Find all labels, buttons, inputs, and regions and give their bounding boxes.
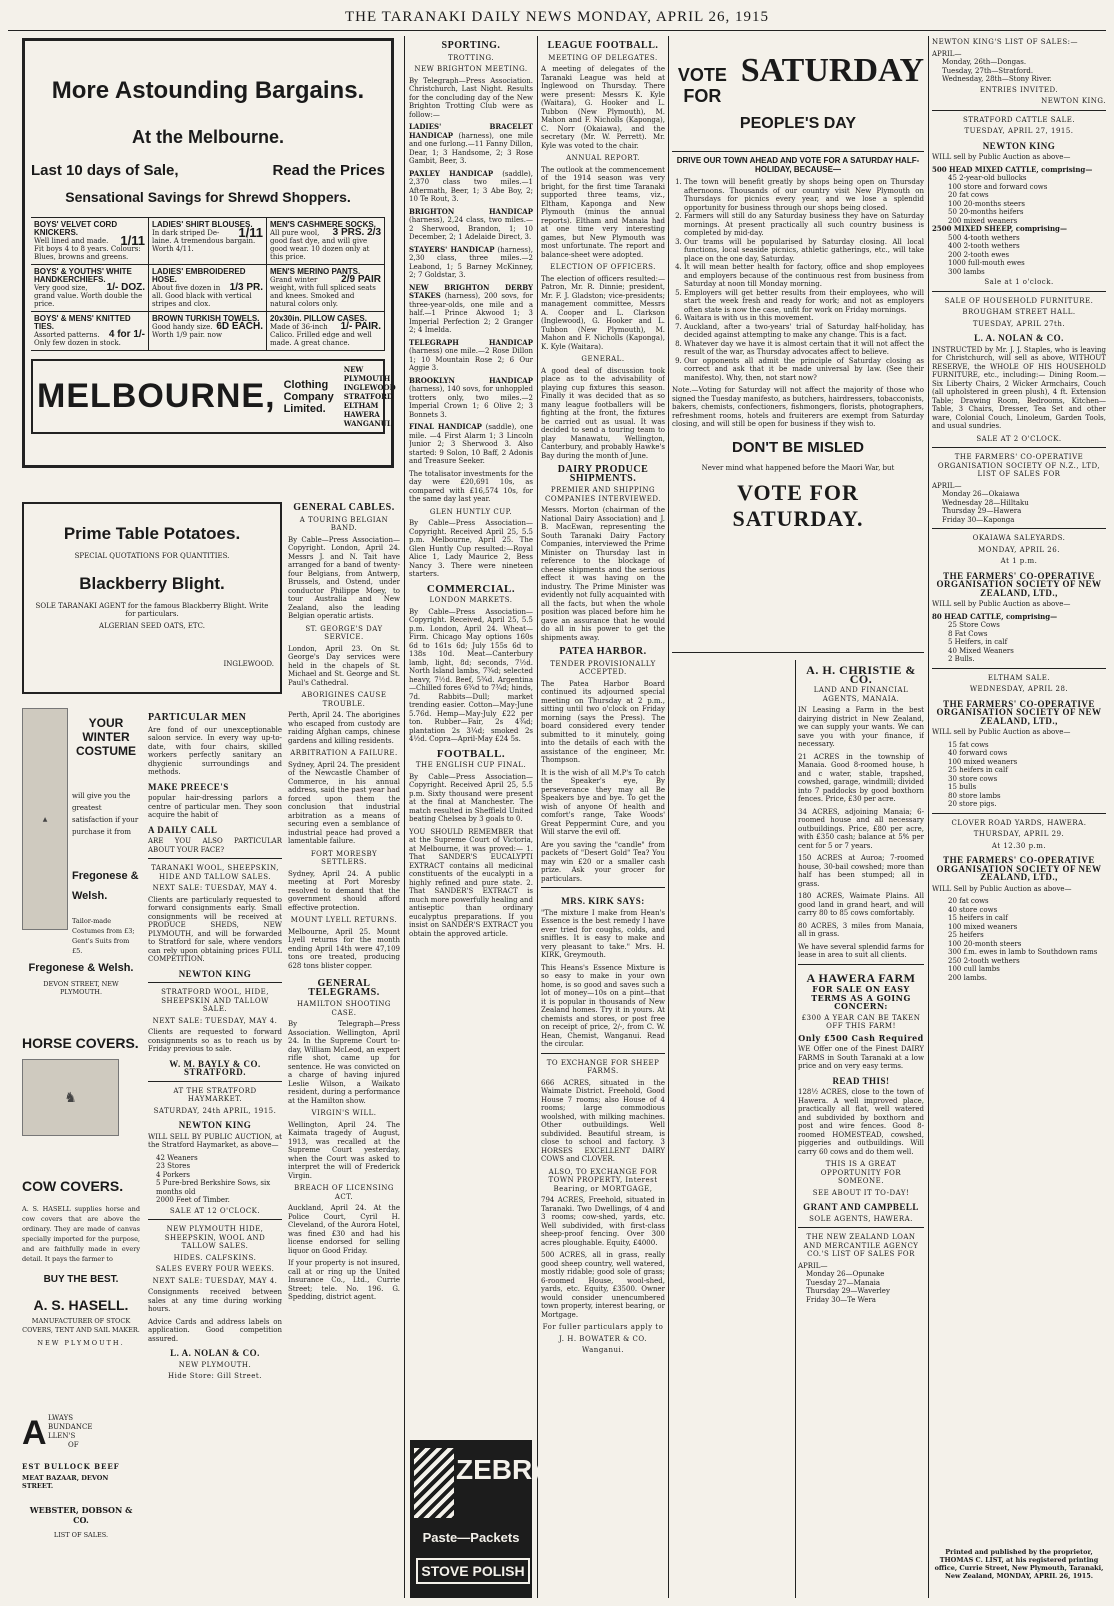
webster-list: LIST OF SALES. <box>53 1531 109 1539</box>
blight-title: Blackberry Blight. <box>79 574 225 593</box>
sanders-notice: YOU SHOULD REMEMBER that at the Supreme Court of Victoria, at Melbourne, it was proved:— 1. That SANDER'S EUCALYPTI EXTRACT contains all medicinal constituents of the eucalypti in a highly refined and pure state. 2. That SANDER'S EXTRACT is much more powerfully healing and antiseptic than ordinary eucalyptus preparations. If you insist on SANDER'S EXTRACT you obtain the approved article. <box>409 827 533 938</box>
particular-title: PARTICULAR MEN <box>148 712 247 723</box>
telegrams-title: GENERAL TELEGRAMS. <box>308 978 380 998</box>
melbourne-brand-sub: Clothing Company Limited. <box>283 378 334 415</box>
farmers-sale-list: THE FARMERS' CO-OPERATIVE ORGANISATION SOCIETY OF N.Z., LTD, LIST OF SALES FOR APRIL— Monday 26—Okaiawa Wednesday 28—Hilltaku Thursday 29—Hawera Friday 30—Kaponga <box>932 447 1106 524</box>
horse-body: A. S. HASELL supplies horse and cow covers that are above the ordinary. They are made of canvas specially imported for the purpose, and are faithfully made in every detail. It pays the farmer to <box>22 1205 140 1263</box>
hasell-trade: MANUFACTURER OF STOCK COVERS, TENT AND SAIL MAKER. <box>22 1317 140 1334</box>
melbourne-brand: MELBOURNE, <box>37 377 276 415</box>
column-stock-sales: NEWTON KING'S LIST OF SALES:— APRIL— Monday, 26th—Dongas. Tuesday, 27th—Stratford. Wednesday, 28th—Stony River. ENTRIES INVITED. NEWTON KING. STRATFORD CATTLE SALE. TUESDAY, APRIL 27, 1915. NEWTON KING WILL sell by Public Auction as above— 500 HEAD MIXED CATTLE, comprising— 45 2-year-old bullocks 100 store and forward cows 20 fat cows 100 20-months steers 50 20-months heifers 200 mixed weaners 2500 MIXED SHEEP, comprising— 500 4-tooth wethers 400 2-tooth wethers 200 2-tooth ewes 1000 full-mouth ewes 300 lambs Sale at 1 o'clock. SALE OF HOUSEHOLD FURNITURE. BROUGHAM STREET HALL. TUESDAY, APRIL 27th. L. A. NOLAN & CO. INSTRUCTED by Mr. J. J. Staples, who is leaving for Christchurch, will sell as above, WITHOUT RESERVE, the WHOLE OF HIS HOUSEHOLD FURNITURE, etc., including:— Dining Room.—Six Liberty Chairs, 2 Wicker Armchairs, Couch (all upholstered in green plush), 4 ft. Extension Table; Drawing Room, Bedrooms, Kitchen—Table, 3 Chairs, Dresser, Tea Set and other ware, Colonial Couch, Linoleum, Garden Tools, and usual sundries. SALE AT 2 O'CLOCK. THE FARMERS' CO-OPERATIVE ORGANISATION SOCIETY OF N.Z., LTD, LIST OF SALES FOR APRIL— Monday 26—Okaiawa Wednesday 28—Hilltaku Thursday 29—Hawera Friday 30—Kaponga OKAIAWA SALEYARDS. MONDAY, APRIL 26. At 1 p.m. THE FARMERS' CO-OPERATIVE ORGANISATION SOCIETY OF NEW ZEALAND, LTD., WILL sell by Public Auction as above— 80 HEAD CATTLE, comprising— 25 Store Cows 8 Fat Cows 5 Heifers, in calf 40 Mixed Weaners 2 Bulls. ELTHAM SALE. WEDNESDAY, APRIL 28. THE FARMERS' CO-OPERATIVE ORGANISATION SOCIETY OF NEW ZEALAND, LTD., WILL sell by Public Auction as above— 15 fat cows 40 forward cows 100 mixed weaners 25 heifers in calf 30 store cows 15 bulls 80 store lambs 20 store pigs. CLOVER ROAD YARDS, HAWERA. THURSDAY, APRIL 29. At 12.30 p.m. THE FARMERS' CO-OPERATIVE ORGANISATION SOCIETY OF NEW ZEALAND, LTD., WILL Sell by Public Auction as above— 20 fat cows 40 store cows 15 heifers in calf 100 mixed weaners 25 heifers 100 20-month steers 300 f.m. ewes in lamb to Southdown rams 250 2-tooth wethers 100 cull lambs 200 lambs. <box>932 38 1106 982</box>
kirk-ad: MRS. KIRK SAYS: "The mixture I make from Hean's Essence is the best remedy I have ever tried for coughs, colds, and sniffles. It is easy to make and very pleasant to take." Mrs. H. KIRK, Greymouth. This Heans's Essence Mixture is so easy to make in your own home, is so good and saves such a lot of money—10s on a pint—that it is popular in thousands of New Zealand homes. Try it in yours. At chemists and stores, or post free on receipt of price, 2/-, from C. W. Hean, Chemist, Wanganui. Read the circular. <box>541 887 665 1049</box>
vote-points: 1. The town will benefit greatly by shops being open on Thursday afternoons. Thousands of our country visit New Plymouth on Thursdays for picnics every year, and we lose a splendid opportunity for business through our shops being closed. 2. Farmers will still do any Saturday business they have on Saturday mornings. At present practically all such country business is completed by mid-day. 3. Our trams will be popularised by Saturday closing. All local functions, local seaside picnics, athletic gatherings, etc., will take place on the one day, Saturday. 4. It will mean better health for factory, office and shop employees and employers because of the continuous rest from business from Saturday at noon till Monday morning. 5. Employers will get better results from their employees, who will start the week fresh and ready for work; and not as employers often state is now the case, unfit for work on Friday mornings. 6. Waitara is with us in this movement. 7. Auckland, after a two-years' trial of Saturday half-holiday, has decided against attempting to make any change. This is a fact. 8. Whatever day we have it is almost certain that it will not affect the result of the war, as Thursday advocates affect to believe. 9. Our opponents all admit the principle of Saturday closing as correct and ask that it be made universal by law. (See their manifesto). Why, then, not start now? <box>672 178 924 382</box>
masthead-rule <box>8 30 1106 31</box>
melbourne-towns: NEW PLYMOUTH INGLEWOOD STRATFORD ELTHAM HAWERA WANGANUI. <box>343 365 396 428</box>
imprint: Printed and published by the proprietor, THOMAS C. LIST, at his registered printing office, Currie Street, New Plymouth, Taranaki, New Zealand, MONDAY, APRIL 26, 1915. <box>932 1548 1106 1580</box>
potatoes-ad <box>22 502 282 694</box>
webster-notice <box>22 1505 140 1539</box>
melbourne-ad <box>22 38 394 468</box>
daily-call: A DAILY CALL <box>148 824 218 835</box>
bargain-item: BROWN TURKISH TOWELS. 6D EACH. Good handy size. Worth 1/9 pair. now <box>149 312 267 351</box>
vote-saturday: SATURDAY <box>740 52 924 89</box>
maori-war: Never mind what happened before the Maori War, but <box>701 463 895 472</box>
bargain-item: LADIES' EMBROIDERED HOSE. 1/3 PR. About five dozen in all. Good black with vertical stripes and clox. <box>149 265 267 312</box>
woman-illustration-icon: ▲ <box>22 708 68 930</box>
furniture-sale: SALE OF HOUSEHOLD FURNITURE. BROUGHAM STREET HALL. TUESDAY, APRIL 27th. L. A. NOLAN & CO. INSTRUCTED by Mr. J. J. Staples, who is leaving for Christchurch, will sell as above, WITHOUT RESERVE, the WHOLE OF HIS HOUSEHOLD FURNITURE, etc., including:— Dining Room.—Six Liberty Chairs, 2 Wicker Armchairs, Couch (all upholstered in green plush), 4 ft. Extension Table; Drawing Room, Bedrooms, Kitchen—Table, 3 Chairs, Dresser, Tea Set and other ware, Colonial Couch, Linoleum, Garden Tools, and usual sundries. SALE AT 2 O'CLOCK. <box>932 291 1106 444</box>
bargain-item: 20x30in. PILLOW CASES. 1/- PAIR. Made of 36-inch Calico. Frilled edge and well made. A great chance. <box>267 312 385 351</box>
exchange-ad: TO EXCHANGE FOR SHEEP FARMS. 666 ACRES, situated in the Waimate District. Freehold, Good House 7 rooms; also House of 4 rooms; large commodious woolshed, with milking machines. Other outbuildings. Well subdivided. Beautiful stream, is close to school and factory. 3 HORSES EXCELLENT DAIRY COWS and CLOVER. ALSO, TO EXCHANGE FOR TOWN PROPERTY, Interest Bearing, or MORTGAGE, 794 ACRES, Freehold, situated in Taranaki. Two Dwellings, of 4 and 3 rooms; cow-shed, yards, etc. Well subdivided, with first-class sheep-proof fencing. Over 300 acres ploughable. Equity, £4000. 500 ACRES, all in grass, really good sheep country, well watered, mostly ridable; good sole of grass; 6-roomed House, wool-shed, yards, etc. Equity, £3500. Owner would consider unencumbered town property, interest bearing, or Mortgage. For fuller particulars apply to J. H. BOWATER & CO. Wanganui. <box>541 1053 665 1355</box>
league-title: LEAGUE FOOTBALL. <box>547 40 659 51</box>
hasell-town: NEW PLYMOUTH. <box>37 1339 125 1347</box>
melbourne-bargain-grid <box>31 217 385 351</box>
vote-for-saturday: VOTE FOR SATURDAY. <box>732 479 864 531</box>
hasell-firm: A. S. HASELL. <box>33 1297 129 1313</box>
column-sporting: SPORTING. TROTTING. NEW BRIGHTON MEETING. By Telegraph—Press Association. Christchurch, Last Night. Results for the concluding day of the New Brighton Trotting Club were as follow:— LADIES' BRACELET HANDICAP (harness), one mile and one furlong.—11 Fanny Dillon, Dear, 1; 3 Handsome, 2; 3 Rose Gambit, Beer, 3. PAXLEY HANDICAP (saddle), 2,370 class two miles.—1 Aftermath, Beer, 1; 3 Abe Boy, 2; 10 Te Rout, 3. BRIGHTON HANDICAP (harness), 2,24 class, two miles.—2 Sherwood, Brandon, 1; 10 December, 2; 1 Adelaide Direct, 3. STAYERS' HANDICAP (harness), 2,30 class, three miles.—2 Leabond, 1; 5 Barney McKinney, 2; 7 Goldstar, 3. NEW BRIGHTON DERBY STAKES (harness), 200 sovs, for three-year-olds, one mile and a half.—1 Prince Akwood 1; 3 Imperial Perfection 2; 2 Granger 2; 4 Imelda. TELEGRAPH HANDICAP (harness) one mile.—2 Rose Dillon 1; 10 Mountain Rose 2; 6 Our Aggie 3. BROOKLYN HANDICAP (harness), 140 sovs, for unhoppled trotters only, two miles.—2 Imperial Crown 1; 6 Olive 2; 3 Bonnets 3. FINAL HANDICAP (saddle), one mile. —4 First Alarm 1; 3 Lincoln Junior 2; 3 Sherwood 3. Also started: 9 Solon, 10 Baff, 2 Adonis and Treasure Seeker. The totalisator investments for the day were £20,691 10s, as compared with £16,574 10s, for the same day last year. GLEN HUNTLY CUP. By Cable—Press Association—Copyright. Received April 25, 5.5 p.m. Melbourne, April 25. The Glen Huntly Cup resulted:—Royal Alice 1, Lady Maurice 2, Bess Nancy 3. There were nineteen starters. COMMERCIAL. LONDON MARKETS. By Cable—Press Association—Copyright. Received, April 25, 5.5 p.m. London, April 24. Wheat—Firm. Chicago May options 160s 6d to 161s 6d; July 155s 6d to 138s 10d. Meat—Canterbury lamb, light, 8d; seconds, 7½d. North Island lambs, 7¾d; selected heavy, 7½d. Beef, 5¾d. Argentina—Chilled fores 6¾d to 7¾d; hinds, 7d. Rabbits—Dull; market trending easier. Cotton—May-June 5.76d. Hemp—May-July £22 per ton. Rubber—Fair, 2s 4¾d; plantation 2s 3¼d; smoked 2s 4½d. Copra—April-May £24 5s. FOOTBALL. THE ENGLISH CUP FINAL. By Cable—Press Association—Copyright. Received April 25, 5.5 p.m. Sixty thousand were present at the final at Manchester. The match resulted in Sheffield United beating Chelsea by 3 goals to 0. YOU SHOULD REMEMBER that at the Supreme Court of Victoria, at Melbourne, it was proved:— 1. That SANDER'S EUCALYPTI EXTRACT contains all medicinal constituents of the eucalypti in a highly refined and pure state. 2. That SANDER'S EXTRACT is much more powerfully healing and antiseptic than ordinary eucalyptus preparations. If you insist on SANDER'S EXTRACT you obtain the approved article. <box>409 40 533 938</box>
buy-best: BUY THE BEST. <box>43 1274 119 1285</box>
horse-covers-ad <box>22 1035 140 1405</box>
cables-title: GENERAL CABLES. <box>293 502 395 513</box>
daily-body: ARE YOU ALSO PARTICULAR ABOUT YOUR FACE? <box>148 837 282 854</box>
preece-title: MAKE PREECE'S <box>148 781 229 792</box>
fregonese-firm: Fregonese & Welsh. <box>72 870 139 902</box>
fregonese-tailor: Tailor-made Costumes from £3; Gent's Suits from £5. <box>72 917 135 955</box>
particular-body: Are fond of our unexceptionable saloon service. In every way up-to-date, with four chairs, skilled workers perfectly sanitary an dhygienic surroundings and methods. <box>148 725 282 776</box>
haymarket-notice: AT THE STRATFORD HAYMARKET. SATURDAY, 24th APRIL, 1915. NEWTON KING WILL SELL BY PUBLIC AUCTION, at the Stratford Haymarket, as above— 42 Weaners 23 Stores 4 Porkers 5 Pure-bred Berkshire Sows, six months old 2000 Feet of Timber. SALE AT 12 O'CLOCK. <box>148 1081 282 1216</box>
candle-notice: Are you saving the "candle" from packets of "Desert Gold" Tea? You may win £20 or a smaller cash prize. Ask your grocer for particulars. <box>541 840 665 883</box>
masthead: THE TARANAKI DAILY NEWS MONDAY, APRIL 26, 1915 <box>345 9 769 25</box>
potatoes-special: SPECIAL QUOTATIONS FOR QUANTITIES. <box>74 552 230 560</box>
abc-bazaar: MEAT BAZAAR, DEVON STREET. <box>22 1474 109 1490</box>
melbourne-subhead: At the Melbourne. <box>132 127 284 147</box>
peoples-day: PEOPLE'S DAY <box>739 115 857 132</box>
football-title: FOOTBALL. <box>436 747 506 760</box>
horse-illustration-icon: ♞ <box>22 1059 119 1136</box>
nz-loan-notice: THE NEW ZEALAND LOAN AND MERCANTILE AGENCY CO.'S LIST OF SALES FOR APRIL— Monday 26—Opunake Tuesday 27—Manaia Thursday 29—Waverley Friday 30—Te Wera <box>798 1227 924 1304</box>
column-rule <box>537 36 538 1598</box>
bargain-item: BOYS' & MENS' KNITTED TIES. 4 for 1/- Assorted patterns. Only few dozen in stock. <box>31 312 149 351</box>
abc-beef-ad <box>22 1410 140 1490</box>
sporting-title: SPORTING. <box>441 40 501 51</box>
column-rule <box>404 36 405 1598</box>
column-rule <box>668 36 669 1598</box>
insurance-notice: If your property is not insured, call at or ring up the United Insurance Co., Ltd., Currie Street; tele. No. 196. G. Spedding, district agent. <box>288 1259 400 1301</box>
abc-letter-a: A <box>22 1414 47 1452</box>
commercial-title: COMMERCIAL. <box>426 582 516 595</box>
hide-sales-notice: NEW PLYMOUTH HIDE, SHEEPSKIN, WOOL AND TALLOW SALES. HIDES. CALFSKINS. SALES EVERY FOUR WEEKS. NEXT SALE: TUESDAY, MAY 4. Consignments received between sales at any time during working hours. Advice Cards and address labels on application. Good competition assured. L. A. NOLAN & CO. NEW PLYMOUTH. Hide Store: Gill Street. <box>148 1219 282 1381</box>
stratford-wool-notice: STRATFORD WOOL, HIDE, SHEEPSKIN AND TALLOW SALE. NEXT SALE: TUESDAY, MAY 4. Clients are requested to forward consignments so as to reach us by Friday previous to sale. W. M. BAYLY & CO. STRATFORD. <box>148 982 282 1077</box>
abc-words: LWAYS BUNDANCE LLEN'S OF <box>48 1414 93 1449</box>
column-league: LEAGUE FOOTBALL. MEETING OF DELEGATES. A meeting of delegates of the Taranaki League was held at Inglewood on Thursday. There were present: Messrs K. Kyle (Waitara), G. Hooker and L. Tubbon (New Plymouth), M. Mahon and F. Nicholls (Kaponga), C. Norr (Okaiawa), and the secretary (Mr. W. Perrett). Mr. Kyle was voted to the chair. ANNUAL REPORT. The outlook at the commencement of the 1914 season was very bright, for the first time Taranaki supported three teams, viz., Eltham, Kaponga and New Plymouth (minus the annual reports). Eltham and Manaia had at one time very interesting games, but New Plymouth was most unfortunate. The report and balance-sheet were adopted. ELECTION OF OFFICERS. The election of officers resulted:— Patron, Mr. R. Dinnie; president, Mr. F. J. Gladston; vice-presidents; management committee, Messrs A. Cooper and L. Clarkson (Inglewood), G. Hooker and L. Tubbon (New Plymouth), M. Mahon and F. Nicholls (Kaponga), K. Kyle (Waitara). GENERAL. A good deal of discussion took place as to the advisability of playing cup fixtures this season. Finally it was decided that as so many league footballers will be fighting at the front, the fixtures be carried out as usual. It was decided to send a touring team to play Manawatu, Wellington, Canterbury, and probably Hawke's Bay during the month of June. DAIRY PRODUCE SHIPMENTS. PREMIER AND SHIPPING COMPANIES INTERVIEWED. Messrs. Morton (chairman of the National Dairy Association) and J. B. MacEwan, representing the South Taranaki Dairy Factory Companies, interviewed the Prime Minister on Thursday last in reference to the blockage of cheese shipments and the serious effect it was having on the industry. The Prime Minister was evidently not fully acquainted with all the facts, but when the whole position was placed before him he gave an assurance that he would do all in his power to get the shipments away. PATEA HARBOR. TENDER PROVISIONALLY ACCEPTED. The Patea Harbor Board continued its adjourned special meeting on Thursday at 2 p.m., sitting until two o'clock on Friday morning (says the Press). The board considered every tender submitted to it minutely, going into the details of each with the assistance of the engineer, Mr. Thompson. It is the wish of all M.P's To catch the Speaker's eye, By perseverance they may all Be Speakers bye and bye. To get the wish of anyone Of health and comfort's range, Take Woods' Great Peppermint Cure, and you Will starve the evil off. Are you saving the "candle" from packets of "Desert Gold" Tea? You may win £20 or a smaller cash prize. Ask your grocer for particulars. MRS. KIRK SAYS: "The mixture I make from Hean's Essence is the best remedy I have ever tried for coughs, colds, and sniffles. It is easy to make and very pleasant to take." Mrs. H. KIRK, Greymouth. This Heans's Essence Mixture is so easy to make in your own home, is so good and saves such a lot of money—10s on a pint—that it is popular in thousands of New Zealand homes. Try it in yours. At chemists and stores, or post free on receipt of price, 2/-, from C. W. Hean, Chemist, Wanganui. Read the circular. TO EXCHANGE FOR SHEEP FARMS. 666 ACRES, situated in the Waimate District. Freehold, Good House 7 rooms; also House of 4 rooms; large commodious woolshed, with milking machines. Other outbuildings. Well subdivided. Beautiful stream, is close to school and factory. 3 HORSES EXCELLENT DAIRY COWS and CLOVER. ALSO, TO EXCHANGE FOR TOWN PROPERTY, Interest Bearing, or MORTGAGE, 794 ACRES, Freehold, situated in Taranaki. Two Dwellings, of 4 and 3 rooms; cow-shed, yards, etc. Well subdivided, with first-class sheep-proof fencing. Over 300 acres ploughable. Equity, £4000. 500 ACRES, all in grass, really good sheep country, well watered, mostly ridable; good sole of grass; 6-roomed House, wool-shed, yards, etc. Equity, £3500. Owner would consider unencumbered town property, interest bearing, or Mortgage. For fuller particulars apply to J. H. BOWATER & CO. Wanganui. <box>541 40 665 1354</box>
stratford-cattle-sale: STRATFORD CATTLE SALE. TUESDAY, APRIL 27, 1915. NEWTON KING WILL sell by Public Auction as above— 500 HEAD MIXED CATTLE, comprising— 45 2-year-old bullocks 100 store and forward cows 20 fat cows 100 20-months steers 50 20-months heifers 200 mixed weaners 2500 MIXED SHEEP, comprising— 500 4-tooth wethers 400 2-tooth wethers 200 2-tooth ewes 1000 full-mouth ewes 300 lambs Sale at 1 o'clock. <box>932 110 1106 287</box>
fregonese-address: DEVON STREET, NEW PLYMOUTH. <box>43 980 119 996</box>
column-notices <box>148 708 282 1598</box>
okaiawa-sale: OKAIAWA SALEYARDS. MONDAY, APRIL 26. At 1 p.m. THE FARMERS' CO-OPERATIVE ORGANISATION SOCIETY OF NEW ZEALAND, LTD., WILL sell by Public Auction as above— 80 HEAD CATTLE, comprising— 25 Store Cows 8 Fat Cows 5 Heifers, in calf 40 Mixed Weaners 2 Bulls. <box>932 528 1106 664</box>
christie-firm: A. H. CHRISTIE & CO. <box>806 663 916 686</box>
column-christie: A. H. CHRISTIE & CO. LAND AND FINANCIAL AGENTS, MANAIA. IN Leasing a Farm in the best dairying district in New Zealand, we can supply your wants. We can save you with your finance, if necessary. 21 ACRES in the township of Manaia. Good 8-roomed house, h and c water, stable, trapshed, cowshed, garage, windmill; divided into 7 paddocks by good boxthorn fences. Price, £30 per acre. 34 ACRES, adjoining Manaia; 6-roomed house and all necessary outbuildings. Price, £80 per acre, with £350 cash; balance at 5% per cent for 5 or 7 years. 150 ACRES at Auroa; 7-roomed house, 30-bail cowshed; more than half has been stumped; all in grass. 180 ACRES, Waimate Plains. All good land in grand heart, and will carry 80 to 85 cows comfortably. 80 ACRES, 3 miles from Manaia, all in grass. We have several splendid farms for lease in area to suit all clients. A HAWERA FARM FOR SALE ON EASY TERMS AS A GOING CONCERN: £300 A YEAR CAN BE TAKEN OFF THIS FARM! Only £500 Cash Required WE Offer one of the Finest DAIRY FARMS in South Taranaki at a low price and on very easy terms. READ THIS! 128½ ACRES, close to the town of Hawera. A well improved place, practically all flat, well watered and subdivided by boxthorn and post and wire fences. Good 8-roomed HOMESTEAD, cowshed, piggeries and outbuildings. Will carry 60 cows and do them well. THIS IS A GREAT OPPORTUNITY FOR SOMEONE. SEE ABOUT IT TO-DAY! GRANT AND CAMPBELL SOLE AGENTS, HAWERA. THE NEW ZEALAND LOAN AND MERCANTILE AGENCY CO.'S LIST OF SALES FOR APRIL— Monday 26—Opunake Tuesday 27—Manaia Thursday 29—Waverley Friday 30—Te Wera <box>798 663 924 1304</box>
zebra-ad <box>410 1440 553 1598</box>
bargain-item: LADIES' SHIRT BLOUSES. 1/11 In dark striped De-laine. A tremendous bargain. Worth 4/11. <box>149 218 267 265</box>
potatoes-title: Prime Table Potatoes. <box>63 524 241 543</box>
cow-title: COW COVERS. <box>22 1178 124 1194</box>
fregonese-body: will give you the greatest satisfaction if your purchase it from <box>72 792 139 836</box>
vote-note: Note.—Voting for Saturday will not affect the majority of those who signed the Tuesday manifesto, as butchers, hairdressers, tobacconists, bakers, chemists, confectioners, fishmongers, florists, photographers, refreshment rooms, hotels and fruiterers are exempt from Saturday closing, and will still be open for business if they wish to. <box>672 386 924 428</box>
preece-body: popular hair-dressing parlors a centre of particular men. They soon acquire the habit of <box>148 794 282 819</box>
bargain-item: BOYS' VELVET CORD KNICKERS. 1/11 Well lined and made. Fit boys 4 to 8 years. Colours: Blues, browns and greens. <box>31 218 149 265</box>
melbourne-last-days: Last 10 days of Sale, <box>31 162 179 179</box>
fregonese-footer: Fregonese & Welsh. <box>28 962 134 974</box>
vote-drive: DRIVE OUR TOWN AHEAD AND VOTE FOR A SATURDAY HALF-HOLIDAY, BECAUSE— <box>676 156 920 174</box>
column-rule <box>795 660 796 1598</box>
bargain-item: BOYS' & YOUTHS' WHITE HANDKERCHIEFS. 1/- DOZ. Very good size, grand value. Worth double the price. <box>31 265 149 312</box>
zebra-brand: ZEBRA <box>456 1454 553 1485</box>
melbourne-headline: More Astounding Bargains. <box>51 77 365 104</box>
patea-title: PATEA HARBOR. <box>559 646 647 657</box>
melbourne-read-prices: Read the Prices <box>272 162 385 179</box>
vote-rule <box>672 652 924 653</box>
vote-saturday-ad <box>672 38 924 648</box>
zebra-head-icon <box>414 1448 454 1518</box>
dont-be-misled: DON'T BE MISLED <box>732 438 864 456</box>
seed-oats: ALGERIAN SEED OATS, ETC. <box>99 622 205 630</box>
hawera-farm-ad: A HAWERA FARM FOR SALE ON EASY TERMS AS A GOING CONCERN: £300 A YEAR CAN BE TAKEN OFF THIS FARM! Only £500 Cash Required WE Offer one of the Finest DAIRY FARMS in South Taranaki at a low price and on very easy terms. READ THIS! 128½ ACRES, close to the town of Hawera. A well improved place, practically all flat, well watered and subdivided by boxthorn and post and wire fences. Good 8-roomed HOMESTEAD, cowshed, piggeries and outbuildings. Will carry 60 cows and do them well. THIS IS A GREAT OPPORTUNITY FOR SOMEONE. SEE ABOUT IT TO-DAY! GRANT AND CAMPBELL SOLE AGENTS, HAWERA. <box>798 964 924 1224</box>
dairy-title: DAIRY PRODUCE SHIPMENTS. <box>557 464 649 484</box>
column-cables: GENERAL CABLES. A TOURING BELGIAN BAND. By Cable—Press Association—Copyright. London, April 24. Messrs J. and N. Tait have arranged for a band of twenty-four Belgians, from Antwerp, Brussels, and Ostend, under conductor Philippe Moey, to tour Australia and New Zealand, also the leading Belgian operatic artists. ST. GEORGE'S DAY SERVICE. London, April 23. On St. George's Day services were held in the chapels of St. Michael and St. George and St. Paul's Cathedral. ABORIGINES CAUSE TROUBLE. Perth, April 24. The aborigines who escaped from custody are raiding Afghan camps, chinese gardens and killing residents. ARBITRATION A FAILURE. Sydney, April 24. The president of the Newcastle Chamber of Commerce, in his annual address, said the past year had forced upon them the conclusion that industrial arbitration as a means of securing even a semblance of industrial peace had proved a lamentable failure. FORT MORESBY SETTLERS. Sydney, April 24. A public meeting at Port Moresby resolved to demand that the government should afford effective protection. MOUNT LYELL RETURNS. Melbourne, April 25. Mount Lyell returns for the month ending April 14th were 47,109 tons ore treated, producing 628 tons blister copper. GENERAL TELEGRAMS. HAMILTON SHOOTING CASE. By Telegraph—Press Association. Wellington, April 24. In the Supreme Court to-day, William McLeod, an expert rifle shot, came up for sentence. He was convicted on a charge of having injured Leslie Wilson, a Waikato resident, during a performance at the Hamilton show. VIRGIN'S WILL. Wellington, April 24. The Kaimata tragedy of August, 1913, was recalled at the Supreme Court yesterday, when the Court was asked to interpret the will of Frederick Virgin. BREACH OF LICENSING ACT. Auckland, April 24. At the Police Court, Cyril H. Cleveland, of the Aurora Hotel, was fined £30 and had his license endorsed for selling liquor on Good Friday. If your property is not insured, call at or ring up the United Insurance Co., Ltd., Currie Street; tele. No. 196. G. Spedding, district agent. <box>288 502 400 1301</box>
peppermint-rhyme: It is the wish of all M.P's To catch the Speaker's eye, By perseverance they may all Be Speakers bye and bye. To get the wish of anyone Of health and comfort's range, Take Woods' Great Peppermint Cure, and you Will starve the evil off. <box>541 768 665 836</box>
webster-firm: WEBSTER, DOBSON & CO. <box>29 1505 133 1525</box>
blight-agent: SOLE TARANAKI AGENT for the famous Blackberry Blight. Write for particulars. <box>35 602 269 618</box>
bargain-item: MEN'S MERINO PANTS. 2/9 PAIR Grand winter weight, with full spliced seats and knees. Smoked and natural colors only. <box>267 265 385 312</box>
vote-for: VOTE FOR <box>677 65 727 106</box>
horse-title: HORSE COVERS. <box>22 1035 139 1051</box>
fregonese-headline: YOUR WINTER COSTUME <box>76 716 136 758</box>
column-rule <box>928 36 929 1598</box>
fregonese-ad <box>22 708 140 1028</box>
wool-sale-notice: TARANAKI WOOL, SHEEPSKIN, HIDE AND TALLOW SALES. NEXT SALE: TUESDAY, MAY 4. Clients are particularly requested to forward consignments early. Small consignments will be received at PRODUCE SHEDS, NEW PLYMOUTH, and will be forwarded to Stratford for sale, where vendors can rely upon obtaining prices FULL COMPETITION. NEWTON KING <box>148 858 282 978</box>
zebra-stove: STOVE POLISH <box>416 1558 530 1584</box>
abc-beef: EST BULLOCK BEEF <box>22 1462 120 1471</box>
melbourne-sensational: Sensational Savings for Shrewd Shoppers. <box>65 189 351 205</box>
eltham-sale: ELTHAM SALE. WEDNESDAY, APRIL 28. THE FARMERS' CO-OPERATIVE ORGANISATION SOCIETY OF NEW ZEALAND, LTD., WILL sell by Public Auction as above— 15 fat cows 40 forward cows 100 mixed weaners 25 heifers in calf 30 store cows 15 bulls 80 store lambs 20 store pigs. <box>932 668 1106 809</box>
potatoes-town: INGLEWOOD. <box>223 660 274 668</box>
bargain-item: MEN'S CASHMERE SOCKS. 3 PRS. 2/3 All pure wool, good fast dye, and will give good wear. 10 dozen only at this price. <box>267 218 385 265</box>
clover-road-sale: CLOVER ROAD YARDS, HAWERA. THURSDAY, APRIL 29. At 12.30 p.m. THE FARMERS' CO-OPERATIVE ORGANISATION SOCIETY OF NEW ZEALAND, LTD., WILL Sell by Public Auction as above— 20 fat cows 40 store cows 15 heifers in calf 100 mixed weaners 25 heifers 100 20-month steers 300 f.m. ewes in lamb to Southdown rams 250 2-tooth wethers 100 cull lambs 200 lambs. <box>932 813 1106 983</box>
zebra-paste: Paste—Packets <box>422 1530 520 1545</box>
